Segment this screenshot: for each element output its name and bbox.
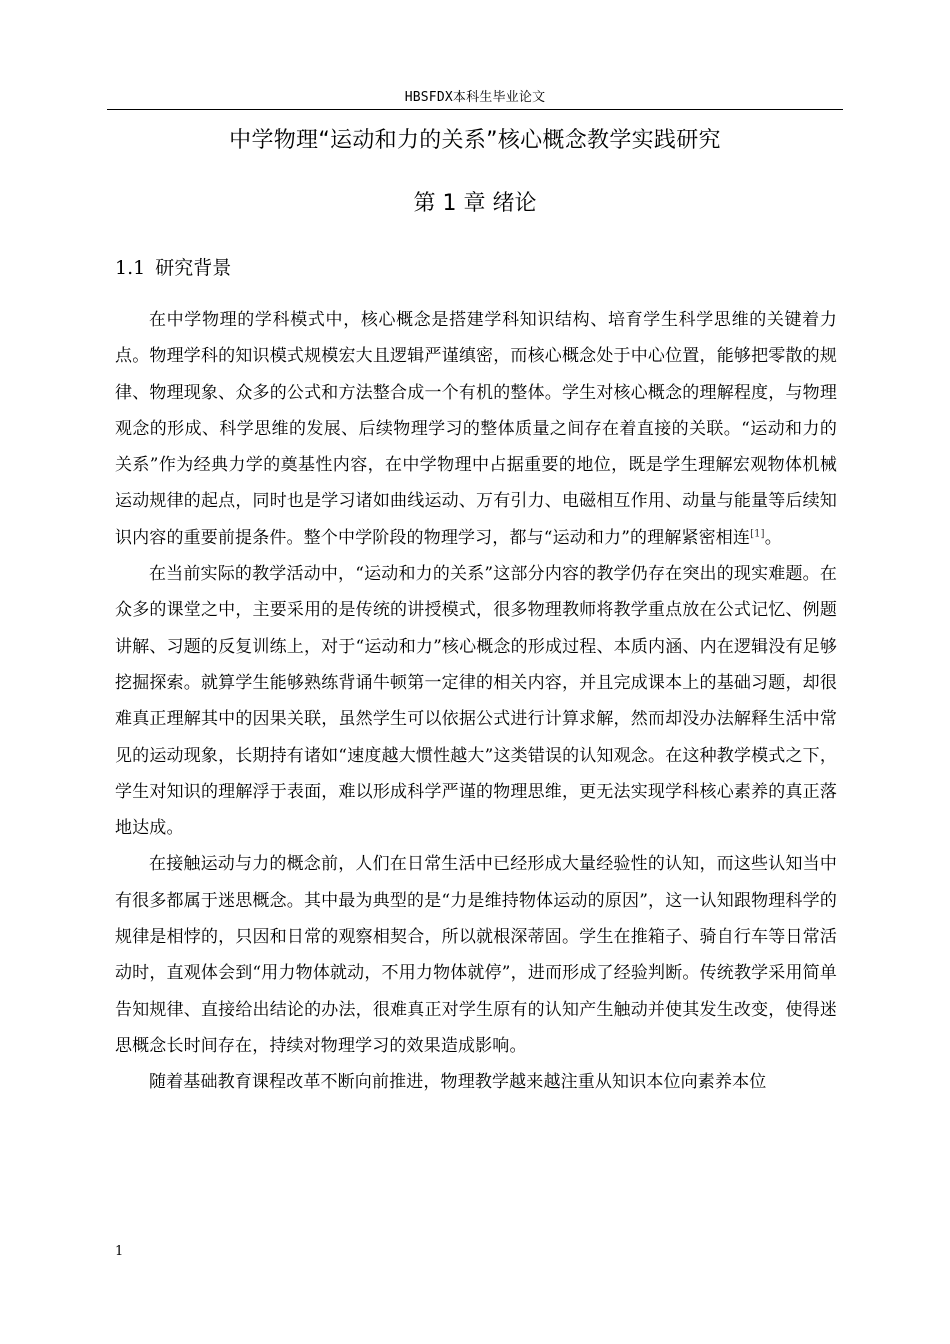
section-number: 1.1 (115, 257, 146, 279)
paragraph (115, 556, 837, 846)
paragraph (115, 846, 837, 1064)
section-title: 研究背景 (155, 257, 232, 279)
paragraph-tail: 。 (764, 527, 782, 548)
paragraph-text: 在中学物理的学科模式中，核心概念是搭建学科知识结构、培育学生科学思维的关键着力点。物理学科的知识模式规模宏大且逻辑严谨缜密，而核心概念处于中心位置，能够把零散的规律、物理现象、众多的公式和方法整合成一个有机的整体。学生对核心概念的理解程度，与物理观念的形成、科学思维的发展、后续物理学习的整体质量之间存在着直接的关联。“运动和力的关系”作为经典力学的奠基性内容，在中学物理中占据重要的地位，既是学生理解宏观物体机械运动规律的起点，同时也是学习诸如曲线运动、万有引力、电磁相互作用、动量与能量等后续知识内容的重要前提条件。整个中学阶段的物理学习，都与“运动和力”的理解紧密相连 (115, 310, 837, 548)
citation-mark[interactable]: [1] (750, 528, 765, 540)
section-heading (115, 253, 231, 283)
body-text (115, 302, 837, 1101)
paragraph (115, 1064, 837, 1100)
running-header: HBSFDX本科生毕业论文 (404, 90, 546, 105)
paragraph-text: 随着基础教育课程改革不断向前推进，物理教学越来越注重从知识本位向素养本位 (149, 1072, 767, 1093)
header-rule (107, 109, 843, 110)
document-title: 中学物理“运动和力的关系”核心概念教学实践研究 (229, 128, 721, 153)
page-number: 1 (115, 1244, 124, 1259)
chapter-title: 第 1 章 绪论 (413, 191, 537, 216)
paragraph-text: 在当前实际的教学活动中，“运动和力的关系”这部分内容的教学仍存在突出的现实难题。在众多的课堂之中，主要采用的是传统的讲授模式，很多物理教师将教学重点放在公式记忆、例题讲解、习题的反复训练上，对于“运动和力”核心概念的形成过程、本质内涵、内在逻辑没有足够挖掘探索。就算学生能够熟练背诵牛顿第一定律的相关内容，并且完成课本上的基础习题，却很难真正理解其中的因果关联，虽然学生可以依据公式进行计算求解，然而却没办法解释生活中常见的运动现象，长期持有诸如“速度越大惯性越大”这类错误的认知观念。在这种教学模式之下，学生对知识的理解浮于表面，难以形成科学严谨的物理思维，更无法实现学科核心素养的真正落地达成。 (115, 564, 837, 839)
paragraph-text: 在接触运动与力的概念前，人们在日常生活中已经形成大量经验性的认知，而这些认知当中有很多都属于迷思概念。其中最为典型的是“力是维持物体运动的原因”，这一认知跟物理科学的规律是相悖的，只因和日常的观察相契合，所以就根深蒂固。学生在推箱子、骑自行车等日常活动时，直观体会到“用力物体就动，不用力物体就停”，进而形成了经验判断。传统教学采用简单告知规律、直接给出结论的办法，很难真正对学生原有的认知产生触动并使其发生改变，使得迷思概念长时间存在，持续对物理学习的效果造成影响。 (115, 854, 837, 1056)
paragraph (115, 302, 837, 556)
